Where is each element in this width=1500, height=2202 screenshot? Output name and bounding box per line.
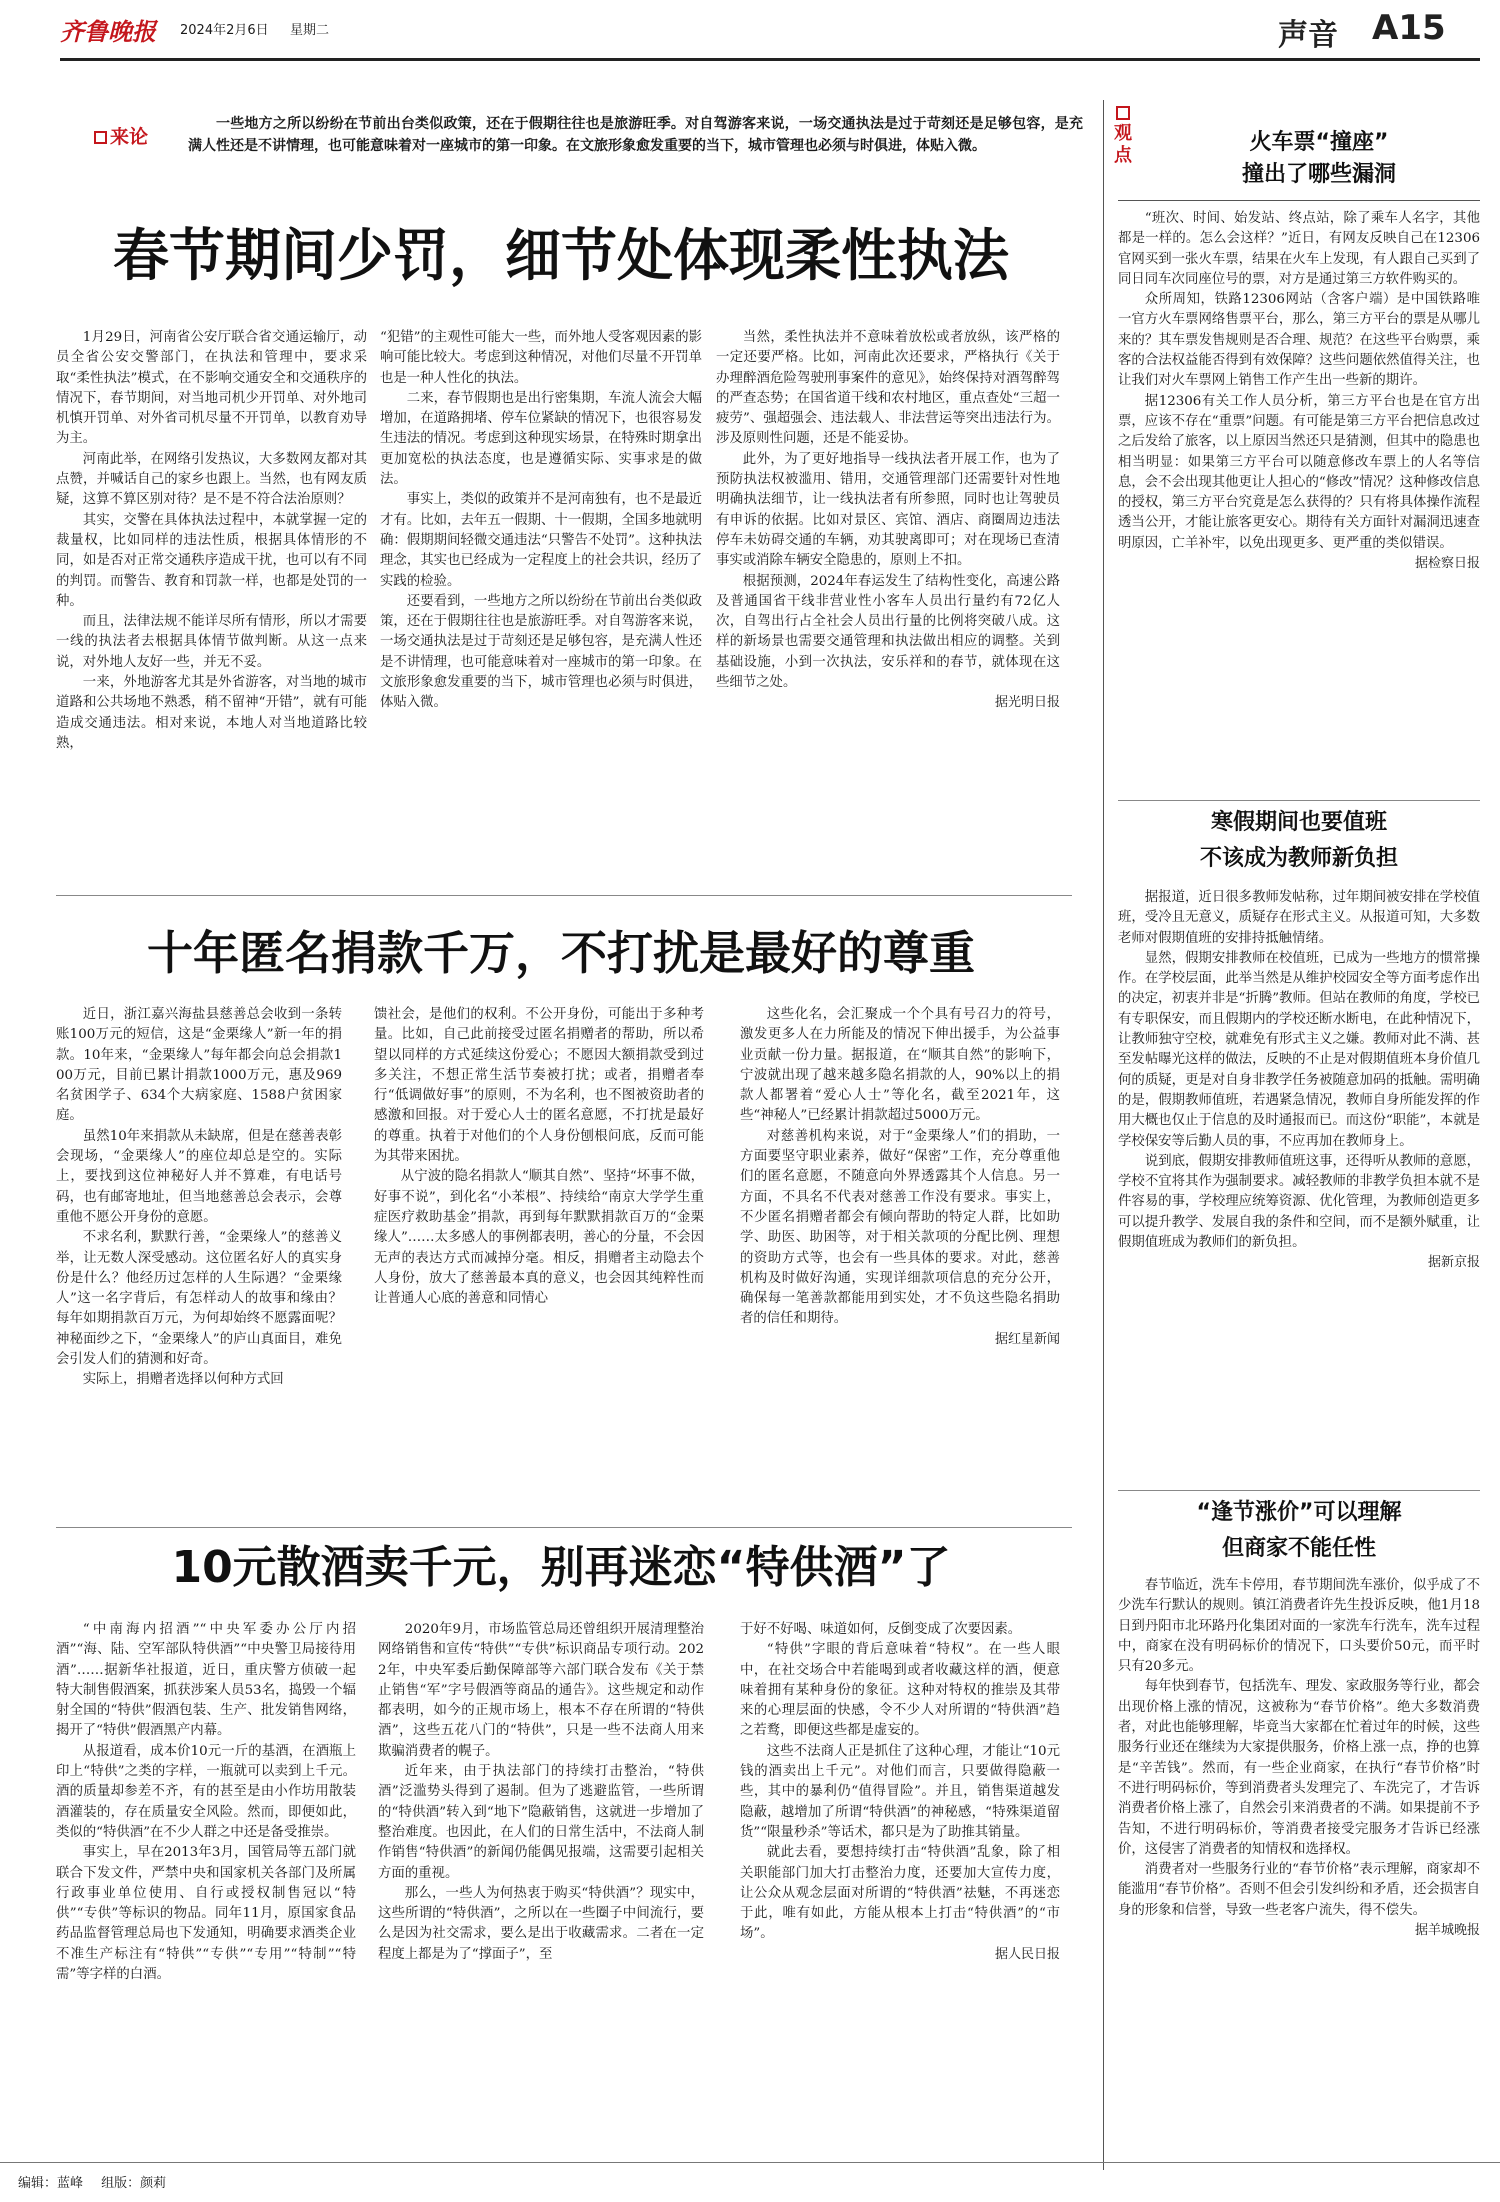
page-number: A15 bbox=[1372, 8, 1446, 48]
sidebar-block-3 bbox=[1118, 1498, 1480, 2166]
newspaper-logo: 齐鲁晚报 bbox=[60, 17, 156, 46]
paragraph: 一来，外地游客尤其是外省游客，对当地的城市道路和公共场地不熟悉，稍不留神“开错”，就有可能造成交通违法。相对来说，本地人对当地道路比较熟， bbox=[56, 675, 367, 751]
tag-square-icon bbox=[94, 131, 107, 144]
paragraph: “中南海内招酒”“中央军委办公厅内招酒”“海、陆、空军部队特供酒”“中央警卫局接待用酒”……据新华社报道，近日，重庆警方侦破一起特大制售假酒案，抓获涉案人员53名，捣毁一个辐射全国的“特供”假酒包装、生产、批发销售网络，揭开了“特供”假酒黑产内幕。 bbox=[56, 1622, 356, 1739]
paragraph: 近年来，由于执法部门的持续打击整治，“特供酒”泛滥势头得到了遏制。但为了逃避监管，一些所谓的“特供酒”转入到“地下”隐蔽销售，这就进一步增加了整治难度。也因此，在人们的日常生活中，不法商人制作销售“特供酒”的新闻仍能偶见报端，这需要引起相关方面的重视。 bbox=[378, 1764, 704, 1881]
sidebar-block-1 bbox=[1118, 128, 1480, 719]
lailun-tag bbox=[94, 122, 148, 149]
layout-credit: 组版：颜莉 bbox=[101, 2176, 167, 2191]
article2-col1 bbox=[56, 1005, 342, 1505]
paragraph: “犯错”的主观性可能大一些，而外地人受客观因素的影响可能比较大。考虑到这种情况，对他们尽量不开罚单也是一种人性化的执法。 bbox=[380, 330, 702, 386]
article2-col2 bbox=[374, 1005, 704, 1505]
article3-col3 bbox=[740, 1620, 1060, 2160]
paragraph: 据12306有关工作人员分析，第三方平台也是在官方出票，应该不存在“重票”问题。有可能是第三方平台把信息改过之后发给了旅客，以上原因当然还只是猜测，但其中的隐患也相当明显：如果第三方平台可以随意修改车票上的人名等信息，会不会出现其他更让人担心的“修改”情况？这种修改信息的授权，第三方平台究竟是怎么获得的？只有将具体操作流程透当公开，才能让旅客更安心。期待有关方面针对漏洞迅速查明原因，亡羊补牢，以免出现更多、更严重的类似错误。 bbox=[1118, 393, 1480, 551]
paragraph: 春节临近，洗车卡停用，春节期间洗车涨价，似乎成了不少洗车行默认的规则。镇江消费者许先生投诉反映，他1月18日到丹阳市北环路丹化集团对面的一家洗车行洗车，洗车过程中，商家在没有明码标价的情况下，口头要价50元，而平时只有20多元。 bbox=[1118, 1578, 1480, 1675]
divider bbox=[1118, 1490, 1480, 1491]
editor-credit: 编辑：蓝峰 bbox=[18, 2176, 84, 2191]
sidebar2-source: 据新京报 bbox=[1427, 1255, 1480, 1271]
sidebar3-title-line2: 但商家不能任性 bbox=[1221, 1536, 1376, 1561]
paragraph: 二来，春节假期也是出行密集期，车流人流会大幅增加，在道路拥堵、停车位紧缺的情况下，也很容易发生违法的情况。考虑到这种现实场景，在特殊时期拿出更加宽松的执法态度，也是遵循实际、实事求是的做法。 bbox=[380, 390, 702, 488]
paragraph: 其实，交警在具体执法过程中，本就掌握一定的裁量权，比如同样的违法性质，根据具体情形的不同，如是否对正常交通秩序造成干扰，也可以有不同的判罚。而警告、教育和罚款一样，也都是处罚的一种。 bbox=[56, 512, 367, 609]
paragraph: 事实上，早在2013年3月，国管局等五部门就联合下发文件，严禁中央和国家机关各部门及所属行政事业单位使用、自行或授权制售冠以“特供”“专供”等标识的物品。同年11月，原国家食品药品监督管理总局也下发通知，明确要求酒类企业不准生产标注有“特供”“专供”“专用”“特制”“特需”等字样的白酒。 bbox=[56, 1845, 356, 1983]
sidebar-block-2 bbox=[1118, 808, 1480, 1488]
paragraph: 2020年9月，市场监管总局还曾组织开展清理整治网络销售和宣传“特供”“专供”标识商品专项行动。2022年，中央军委后勤保障部等六部门联合发布《关于禁止销售“军”字号假酒等商品的通告》。这些规定和动作都表明，如今的正规市场上，根本不存在所谓的“特供酒”，这些五花八门的“特供”，只是一些不法商人用来欺骗消费者的幌子。 bbox=[378, 1622, 704, 1759]
sidebar1-title-line2: 撞出了哪些漏洞 bbox=[1241, 162, 1396, 187]
article2-col3 bbox=[740, 1005, 1060, 1515]
divider bbox=[1118, 800, 1480, 801]
footer-rule bbox=[0, 2162, 1500, 2163]
paragraph: 虽然10年来捐款从未缺席，但是在慈善表彰会现场，“金栗缘人”的座位却总是空的。实际上，要找到这位神秘好人并不算难，有电话号码，也有邮寄地址，但当地慈善总会表示，会尊重他不愿公开身份的意愿。 bbox=[56, 1128, 342, 1225]
paragraph: 河南此举，在网络引发热议，大多数网友都对其点赞，并喊话自己的家乡也跟上。当然，也有网友质疑，这算不算区别对待？是不是不符合法治原则？ bbox=[56, 451, 367, 508]
paragraph: 当然，柔性执法并不意味着放松或者放纵，该严格的一定还要严格。比如，河南此次还要求，严格执行《关于办理醉酒危险驾驶刑事案件的意见》，始终保持对酒驾醉驾的严查态势；在国省道干线和农村地区，重点查处“三超一疲劳”、强超强会、违法载人、非法营运等突出违法行为。涉及原则性问题，还是不能妥协。 bbox=[716, 330, 1060, 447]
paragraph: 不求名利，默默行善，“金栗缘人”的慈善义举，让无数人深受感动。这位匿名好人的真实身份是什么？他经历过怎样的人生际遇？“金栗缘人”这一名字背后，有怎样动人的故事和缘由？每年如期捐款百万元，为何却始终不愿露面呢？神秘面纱之下，“金栗缘人”的庐山真面目，难免会引发人们的猜测和好奇。 bbox=[56, 1230, 342, 1368]
paragraph: 还要看到，一些地方之所以纷纷在节前出台类似政策，还在于假期往往也是旅游旺季。对自驾游客来说，一场交通执法是过于苛刻还是足够包容，是充满人性还是不讲情理，也可能意味着对一座城市的第一印象。在文旅形象愈发重要的当下，城市管理也必须与时俱进，体贴入微。 bbox=[380, 593, 702, 711]
article1-source: 据光明日报 bbox=[994, 695, 1060, 711]
article1-col3 bbox=[716, 328, 1060, 883]
article3-source: 据人民日报 bbox=[994, 1946, 1060, 1962]
divider bbox=[56, 1527, 1072, 1528]
paragraph: 于好不好喝、味道如何，反倒变成了次要因素。 bbox=[740, 1622, 1022, 1637]
tag-square-icon bbox=[1116, 106, 1130, 120]
paragraph: 每年快到春节，包括洗车、理发、家政服务等行业，都会出现价格上涨的情况，这被称为“春节价格”。绝大多数消费者，对此也能够理解，毕竟当大家都在忙着过年的时候，这些服务行业还在继续为大家提供服务，价格上涨一点，挣的也算是“辛苦钱”。然而，有一些企业商家，在执行“春节价格”时不进行明码标价，等到消费者头发理完了、车洗完了，才告诉消费者价格上涨了，自然会引来消费者的不满。如果提前不予告知，不进行明码标价，等消费者接受完服务才告诉已经涨价，这侵害了消费者的知情权和选择权。 bbox=[1118, 1679, 1480, 1857]
paragraph: 而且，法律法规不能详尽所有情形，所以才需要一线的执法者去根据具体情节做判断。从这一点来说，对外地人友好一些，并无不妥。 bbox=[56, 614, 367, 670]
paragraph: 这些化名，会汇聚成一个个具有号召力的符号，激发更多人在力所能及的情况下伸出援手，为公益事业贡献一份力量。据报道，在“顺其自然”的影响下，宁波就出现了越来越多隐名捐款的人，90%以上的捐款人都署着“爱心人士”等化名，截至2021年，这些“神秘人”已经累计捐款超过5000万元。 bbox=[740, 1007, 1060, 1124]
sidebar2-title-line1: 寒假期间也要值班 bbox=[1210, 810, 1387, 835]
paragraph: 这些不法商人正是抓住了这种心理，才能让“10元钱的酒卖出上千元”。对他们而言，只要做得隐蔽一些，其中的暴利仍“值得冒险”。并且，销售渠道越发隐蔽，越增加了所谓“特供酒”的神秘感，“特殊渠道留货”“限量秒杀”等话术，都只是为了助推其销量。 bbox=[740, 1743, 1060, 1840]
sidebar-tag-text: 观点 bbox=[1114, 123, 1132, 166]
lailun-intro: 一些地方之所以纷纷在节前出台类似政策，还在于假期往往也是旅游旺季。对自驾游客来说，一场交通执法是过于苛刻还是足够包容，是充满人性还是不讲情理，也可能意味着对一座城市的第一印象。在文旅形象愈发重要的当下，城市管理也必须与时俱进，体贴入微。 bbox=[188, 116, 1083, 154]
paragraph: 众所周知，铁路12306网站（含客户端）是中国铁路唯一官方火车票网络售票平台，那么，第三方平台的票是从哪儿来的？其车票发售规则是否合理、规范？在这些平台购票，乘客的合法权益能否得到有效保障？这些问题依然值得关注，也让我们对火车票网上销售工作产生出一些新的期许。 bbox=[1118, 292, 1480, 389]
paragraph: 近日，浙江嘉兴海盐县慈善总会收到一条转账100万元的短信，这是“金栗缘人”新一年的捐款。10年来，“金栗缘人”每年都会向总会捐款100万元，目前已累计捐款1000万元，惠及969名贫困学子、634个大病家庭、1588户贫困家庭。 bbox=[56, 1007, 342, 1124]
article3-col2 bbox=[378, 1620, 704, 2155]
divider bbox=[56, 895, 1072, 896]
sidebar-divider bbox=[1103, 100, 1104, 2170]
paragraph: 那么，一些人为何热衷于购买“特供酒”？现实中，这些所谓的“特供酒”，之所以在一些圈子中间流行，要么是因为社交需求，要么是出于收藏需求。二者在一定程度上都是为了“撑面子”，至 bbox=[378, 1885, 704, 1962]
article3-col1 bbox=[56, 1620, 356, 2155]
issue-date: 2024年2月6日 bbox=[180, 23, 269, 38]
paragraph: 从报道看，成本价10元一斤的基酒，在酒瓶上印上“特供”之类的字样，一瓶就可以卖到上千元。酒的质量却参差不齐，有的甚至是由小作坊用散装酒灌装的，存在质量安全风险。然而，即便如此，类似的“特供酒”在不少人群之中还是备受推崇。 bbox=[56, 1743, 356, 1840]
paragraph: “班次、时间、始发站、终点站，除了乘车人名字，其他都是一样的。怎么会这样？”近日，有网友反映自己在12306官网买到一张火车票，结果在火车上发现，有人跟自己买到了同日同车次同座位号的票，对方是通过第三方软件购买的。 bbox=[1118, 211, 1480, 287]
footer-credits bbox=[18, 2172, 166, 2191]
sidebar1-title-line1: 火车票“撞座” bbox=[1249, 130, 1389, 155]
sidebar3-title-line1: “逢节涨价”可以理解 bbox=[1196, 1500, 1402, 1525]
masthead-rule bbox=[60, 58, 1480, 61]
paragraph: “特供”字眼的背后意味着“特权”。在一些人眼中，在社交场合中若能喝到或者收藏这样的酒，便意味着拥有某种身份的象征。这种对特权的推崇及其带来的心理层面的快感，令不少人对所谓的“特供酒”趋之若鹜，即便这些都是虚妄的。 bbox=[740, 1642, 1060, 1739]
lailun-tag-text: 来论 bbox=[110, 126, 149, 148]
paragraph: 据报道，近日很多教师发帖称，过年期间被安排在学校值班，受冷且无意义，质疑存在形式主义。从报道可知，大多数老师对假期值班的安排持抵触情绪。 bbox=[1118, 890, 1480, 946]
article3-title: 10元散酒卖千元，别再迷恋“特供酒”了 bbox=[171, 1542, 951, 1593]
issue-weekday: 星期二 bbox=[290, 23, 330, 38]
article1-title: 春节期间少罚，细节处体现柔性执法 bbox=[113, 224, 1009, 289]
paragraph: 实际上，捐赠者选择以何种方式回 bbox=[82, 1372, 284, 1388]
paragraph: 事实上，类似的政策并不是河南独有，也不是最近才有。比如，去年五一假期、十一假期，全国多地就明确：假期期间轻微交通违法“只警告不处罚”。这种执法理念，其实也已经成为一定程度上的社会共识，经历了实践的检验。 bbox=[380, 492, 702, 589]
sidebar2-title-line2: 不该成为教师新负担 bbox=[1199, 846, 1398, 871]
paragraph: 消费者对一些服务行业的“春节价格”表示理解，商家却不能滥用“春节价格”。否则不但会引发纠纷和矛盾，还会损害自身的形象和信誉，导致一些老客户流失，得不偿失。 bbox=[1118, 1862, 1480, 1918]
paragraph: 对慈善机构来说，对于“金栗缘人”们的捐助，一方面要坚守职业素养，做好“保密”工作，充分尊重他们的匿名意愿，不随意向外界透露其个人信息。另一方面，不具名不代表对慈善工作没有要求。事实上，不少匿名捐赠者都会有倾向帮助的特定人群，比如助学、助医、助困等，对于相关款项的分配比例、理想的资助方式等，也会有一些具体的要求。对此，慈善机构及时做好沟通，实现详细款项信息的充分公开，确保每一笔善款都能用到实处，才不负这些隐名捐助者的信任和期待。 bbox=[740, 1128, 1060, 1327]
sidebar3-source: 据羊城晚报 bbox=[1414, 1923, 1480, 1939]
paragraph: 1月29日，河南省公安厅联合省交通运输厅，动员全省公安交警部门，在执法和管理中，要求采取“柔性执法”模式，在不影响交通安全和交通秩序的情况下，春节期间，对当地司机少开罚单、对外地司机慎开罚单、对外省司机尽量不开罚单，以教育劝导为主。 bbox=[56, 330, 367, 447]
paragraph: 此外，为了更好地指导一线执法者开展工作，也为了预防执法权被滥用、错用，交通管理部门还需要针对性地明确执法细节，让一线执法者有所参照，同时也让驾驶员有申诉的依据。比如对景区、宾馆、酒店、商圈周边违法停车未妨碍交通的车辆，劝其驶离即可；对在现场已查清事实或消除车辆安全隐患的，原则上不扣。 bbox=[716, 451, 1060, 569]
masthead bbox=[0, 0, 1500, 62]
article1-col2 bbox=[380, 328, 702, 873]
section-name: 声音 bbox=[1278, 18, 1338, 53]
paragraph: 就此去看，要想持续打击“特供酒”乱象，除了相关职能部门加大打击整治力度，还要加大宣传力度，让公众从观念层面对所谓的“特供酒”祛魅，不再迷恋于此，唯有如此，方能从根本上打击“特供酒”的“市场”。 bbox=[740, 1845, 1060, 1942]
article1-col1 bbox=[56, 328, 367, 873]
paragraph: 根据预测，2024年春运发生了结构性变化，高速公路及普通国省干线非营业性小客车人员出行量约有72亿人次，自驾出行占全社会人员出行量的比例将突破八成。这样的新场景也需要交通管理和执法做出相应的调整。关到基础设施，小到一次执法，安乐祥和的春节，就体现在这些细节之处。 bbox=[716, 573, 1060, 691]
sidebar1-source: 据检察日报 bbox=[1414, 556, 1480, 572]
article2-source: 据红星新闻 bbox=[994, 1331, 1060, 1347]
paragraph: 从宁波的隐名捐款人“顺其自然”、坚持“坏事不做，好事不说”，到化名“小苯根”、持续给“南京大学学生重症医疗救助基金”捐款，再到每年默默捐款百万的“金栗缘人”……太多感人的事例都表明，善心的分量，不会因无声的表达方式而减掉分毫。相反，捐赠者主动隐去个人身份，放大了慈善最本真的意义，也会因其纯粹性而让普通人心底的善意和同情心 bbox=[374, 1169, 704, 1307]
article2-title: 十年匿名捐款千万，不打扰是最好的尊重 bbox=[147, 926, 975, 980]
paragraph: 馈社会，是他们的权利。不公开身份，可能出于多种考量。比如，自己此前接受过匿名捐赠者的帮助，所以希望以同样的方式延续这份爱心；不愿因大额捐款受到过多关注，不想正常生活节奏被打扰；或者，捐赠者奉行“低调做好事”的原则，不为名利，也不图被资助者的感激和回报。对于爱心人士的匿名意愿，不打扰是最好的尊重。执着于对他们的个人身份刨根问底，反而可能为其带来困扰。 bbox=[374, 1007, 704, 1165]
paragraph: 显然，假期安排教师在校值班，已成为一些地方的惯常操作。在学校层面，此举当然是从维护校园安全等方面考虑作出的决定，初衷并非是“折腾”教师。但站在教师的角度，学校已有专职保安，而且假期内的学校还断水断电，在此种情况下，让教师独守空校，就难免有形式主义之嫌。教师对此不满、甚至发帖曝光这样的做法，反映的不止是对假期值班本身价值几何的质疑，更是对自身非教学任务被随意加码的抵触。需明确的是，假期教师值班，若遇紧急情况，教师自身所能发挥的作用大概也仅止于信息的及时通报而已。而这份“职能”，本就是学校保安等后勤人员的事，不应再加在教师身上。 bbox=[1118, 950, 1480, 1149]
paragraph: 说到底，假期安排教师值班这事，还得听从教师的意愿，学校不宜将其作为强制要求。减轻教师的非教学负担本就不是件容易的事，学校理应统筹资源、优化管理，为教师创造更多可以提升教学、发展自我的条件和空间，而不是额外赋重，让假期值班成为教师们的新负担。 bbox=[1118, 1153, 1480, 1251]
